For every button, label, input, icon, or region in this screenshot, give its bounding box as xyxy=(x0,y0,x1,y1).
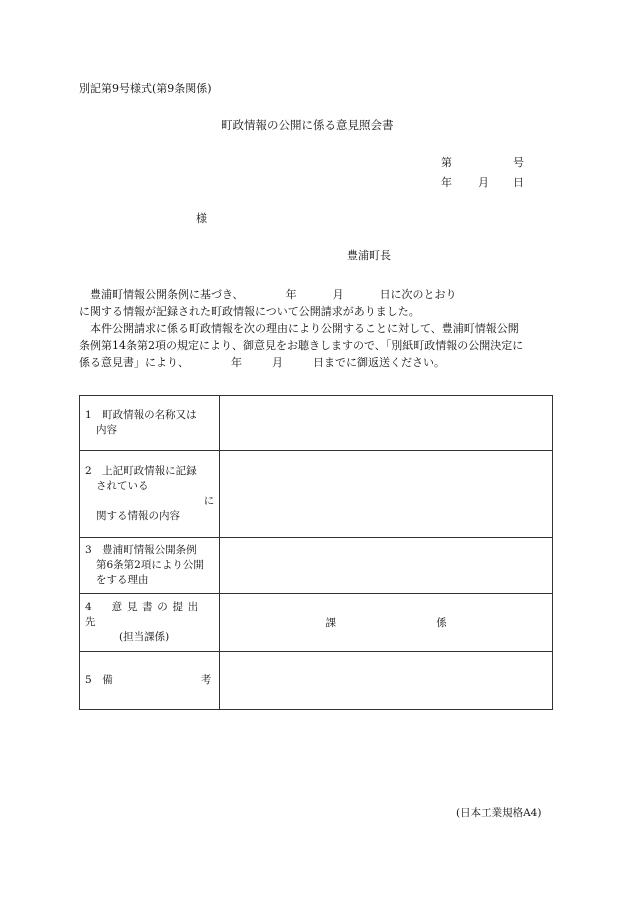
label-line: 4 意見書の提出先 xyxy=(85,601,203,628)
label-line: 考 xyxy=(200,674,212,686)
remarks-field[interactable] xyxy=(220,652,553,710)
paper-standard: (日本工業規格A4) xyxy=(456,807,542,819)
record-name-field[interactable] xyxy=(220,396,553,451)
date-month-label: 月 xyxy=(478,176,489,189)
recipient-honorific: 様 xyxy=(196,212,207,225)
body-line-1 xyxy=(79,286,559,303)
number-label: 第 xyxy=(441,156,452,169)
body-text xyxy=(79,286,559,371)
body-month-label: 月 xyxy=(272,356,283,369)
label-line: に xyxy=(203,495,215,507)
recorded-info-field[interactable] xyxy=(220,451,553,538)
body-line-4 xyxy=(79,337,559,354)
remarks-label xyxy=(85,673,214,688)
body-text-segment: に関する情報が記録された町政情報について公開請求がありました。 xyxy=(79,305,420,318)
body-year-label: 年 xyxy=(285,288,297,301)
body-text-segment: 本件公開請求に係る町政情報を次の理由により公開することに対して、豊浦町情報公開 xyxy=(90,322,519,335)
submission-dest-field[interactable] xyxy=(220,594,553,652)
body-month-label: 月 xyxy=(332,288,344,301)
row-label-record-name xyxy=(80,396,220,451)
row-label-submission-dest xyxy=(80,594,220,652)
table-row xyxy=(80,594,553,652)
table-row xyxy=(80,652,553,710)
date-day-label: 日 xyxy=(513,176,524,189)
label-line: 備 xyxy=(102,674,113,686)
label-line: をする理由 xyxy=(96,574,149,586)
label-line: 3 豊浦町情報公開条例 xyxy=(85,544,197,556)
body-text-segment: 日までに御返送ください。 xyxy=(313,356,445,369)
body-text-segment: 豊浦町情報公開条例に基づき、 xyxy=(90,288,244,301)
body-line-2 xyxy=(79,303,559,320)
body-year-label: 年 xyxy=(231,356,242,369)
table-row xyxy=(80,538,553,594)
body-line-5 xyxy=(79,354,559,371)
date-year-label: 年 xyxy=(441,176,452,189)
subsection-label: 係 xyxy=(436,617,447,629)
dest-units xyxy=(220,615,552,630)
label-line: 内容 xyxy=(96,424,117,436)
label-line: (担当課係) xyxy=(119,631,170,643)
form-reference: 別記第9号様式(第9条関係) xyxy=(79,82,212,95)
sender-name: 豊浦町長 xyxy=(347,249,391,262)
label-line: 関する情報の内容 xyxy=(96,510,180,522)
body-line-3 xyxy=(79,320,559,337)
body-text-segment: 条例第14条第2項の規定により、御意見をお聴きしますので、「別紙町政情報の公開決定に xyxy=(79,339,524,352)
document-title: 町政情報の公開に係る意見照会書 xyxy=(221,118,394,132)
label-number: 5 xyxy=(85,674,92,686)
body-text-segment: 日に次のとおり xyxy=(379,288,457,301)
label-line: 1 町政情報の名称又は xyxy=(85,409,197,421)
row-label-disclosure-reason xyxy=(80,538,220,594)
row-label-recorded-info xyxy=(80,451,220,538)
section-label: 課 xyxy=(325,617,336,629)
row-label-remarks xyxy=(80,652,220,710)
table-row xyxy=(80,396,553,451)
number-suffix: 号 xyxy=(513,156,524,169)
inquiry-table xyxy=(79,395,553,710)
label-line: されている xyxy=(96,480,149,492)
body-text-segment: 係る意見書」により、 xyxy=(79,356,189,369)
disclosure-reason-field[interactable] xyxy=(220,538,553,594)
label-line: 第6条第2項により公開 xyxy=(96,559,204,571)
label-line: 2 上記町政情報に記録 xyxy=(85,465,197,477)
table-row xyxy=(80,451,553,538)
